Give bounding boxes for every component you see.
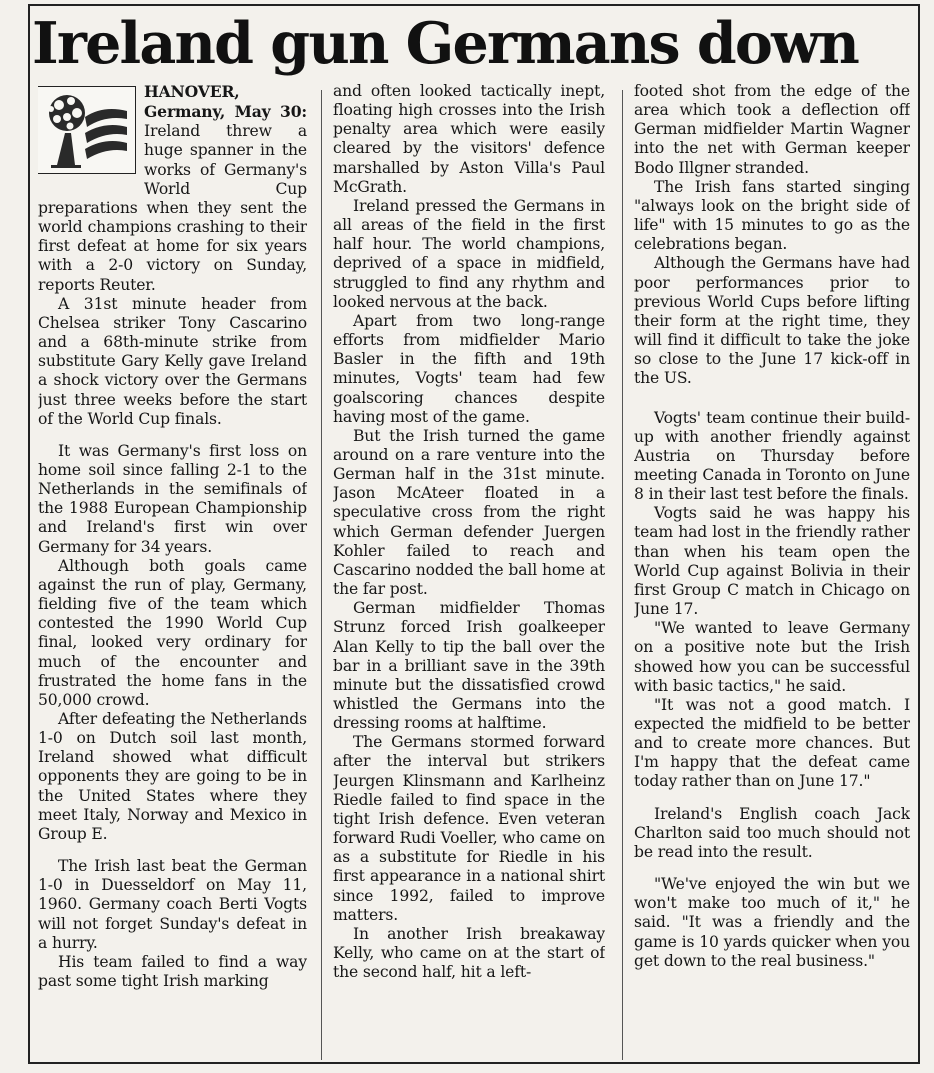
paragraph: footed shot from the edge of the area which took a deflection off German midfielder Martin Wagner into the net with German keeper Bodo Illgner stranded. <box>634 82 910 177</box>
paragraph: In another Irish breakaway Kelly, who came on at the start of the second half, hit a left- <box>333 924 605 982</box>
paragraph: "It was not a good match. I expected the midfield to be better and to create more chances. But I'm happy that the defeat came today rather than on June 17." <box>634 695 910 791</box>
paragraph: Although both goals came against the run of play, Germany, fielding five of the team which contested the 1990 World Cup final, looked very ordinary for much of the encounter and frustrated the home fans in the 50,000 crowd. <box>38 556 307 709</box>
article-column-3 <box>634 82 910 1060</box>
paragraph: Ireland pressed the Germans in all areas of the field in the first half hour. The world champions, deprived of a space in midfield, struggled to find any rhythm and looked nervous at the back. <box>333 196 605 311</box>
paragraph: "We've enjoyed the win but we won't make too much of it," he said. "It was a friendly and the game is 10 yards quicker when you get down to the real business." <box>634 875 910 970</box>
column-rule <box>321 90 322 1060</box>
article-column-2 <box>333 82 605 1060</box>
paragraph: The Irish last beat the German 1-0 in Duesseldorf on May 11, 1960. Germany coach Berti Vogts will not forget Sunday's defeat in a hurry. <box>38 857 307 952</box>
paragraph: Vogts said he was happy his team had lost in the friendly rather than when his team open the World Cup against Bolivia in their first Group C match in Chicago on June 17. <box>634 504 910 619</box>
world-cup-94-logo-icon <box>38 87 134 172</box>
paragraph: Ireland's English coach Jack Charlton said too much should not be read into the result. <box>634 804 910 861</box>
paragraph: After defeating the Netherlands 1-0 on Dutch soil last month, Ireland showed what difficult opponents they are going to be in the United States where they meet Italy, Norway and Mexico in Group E. <box>38 710 307 843</box>
world-cup-94-logo-icon <box>38 86 136 182</box>
article-column-1 <box>38 82 307 1060</box>
paragraph: "We wanted to leave Germany on a positive note but the Irish showed how you can be successful with basic tactics," he said. <box>634 619 910 695</box>
paragraph: But the Irish turned the game around on a rare venture into the German half in the 31st minute. Jason McAteer floated in a speculative cross from the right which German defender Juergen Kohler failed to reach and Cascarino nodded the ball home at the far post. <box>333 426 605 599</box>
column-rule <box>622 90 623 1060</box>
paragraph: Ireland threw a huge spanner in the works of Germany's World Cup preparations when they sent the world champions crashing to their first defeat at home for six years with a 2-0 victory on Sunday, reports Reuter. <box>38 122 307 294</box>
paragraph: It was Germany's first loss on home soil since falling 2-1 to the Netherlands in the semifinals of the 1988 European Championship and Ireland's first win over Germany for 34 years. <box>38 441 307 556</box>
paragraph: Vogts' team continue their build-up with another friendly against Austria on Thursday before meeting Canada in Toronto on June 8 in their last test before the finals. <box>634 408 910 504</box>
paragraph: Apart from two long-range efforts from midfielder Mario Basler in the fifth and 19th minutes, Vogts' team had few goalscoring chances despite having most of the game. <box>333 311 605 426</box>
paragraph: The Germans stormed forward after the interval but strikers Jeurgen Klinsmann and Karlheinz Riedle failed to find space in the tight Irish defence. Even veteran forward Rudi Voeller, who came on as a substitute for Riedle in his first appearance in a national shirt since 1992, failed to improve matters. <box>333 733 605 924</box>
paragraph: Although the Germans have had poor performances prior to previous World Cups before lifting their form at the right time, they will find it difficult to take the joke so close to the June 17 kick-off in the US. <box>634 254 910 388</box>
headline: Ireland gun Germans down <box>32 10 859 77</box>
paragraph: German midfielder Thomas Strunz forced Irish goalkeeper Alan Kelly to tip the ball over the bar in a brilliant save in the 39th minute but the dissatisfied crowd whistled the Germans into the dressing rooms at halftime. <box>333 599 605 733</box>
dateline: HANOVER, Germany, May 30: <box>144 82 307 122</box>
paragraph: A 31st minute header from Chelsea striker Tony Cascarino and a 68th-minute strike from substitute Gary Kelly gave Ireland a shock victory over the Germans just three weeks before the start of the World Cup finals. <box>38 294 307 428</box>
paragraph: and often looked tactically inept, floating high crosses into the Irish penalty area which were easily cleared by the visitors' defence marshalled by Aston Villa's Paul McGrath. <box>333 82 605 196</box>
paragraph: His team failed to find a way past some tight Irish marking <box>38 952 307 991</box>
paragraph: The Irish fans started singing "always look on the bright side of life" with 15 minutes to go as the celebrations began. <box>634 177 910 254</box>
